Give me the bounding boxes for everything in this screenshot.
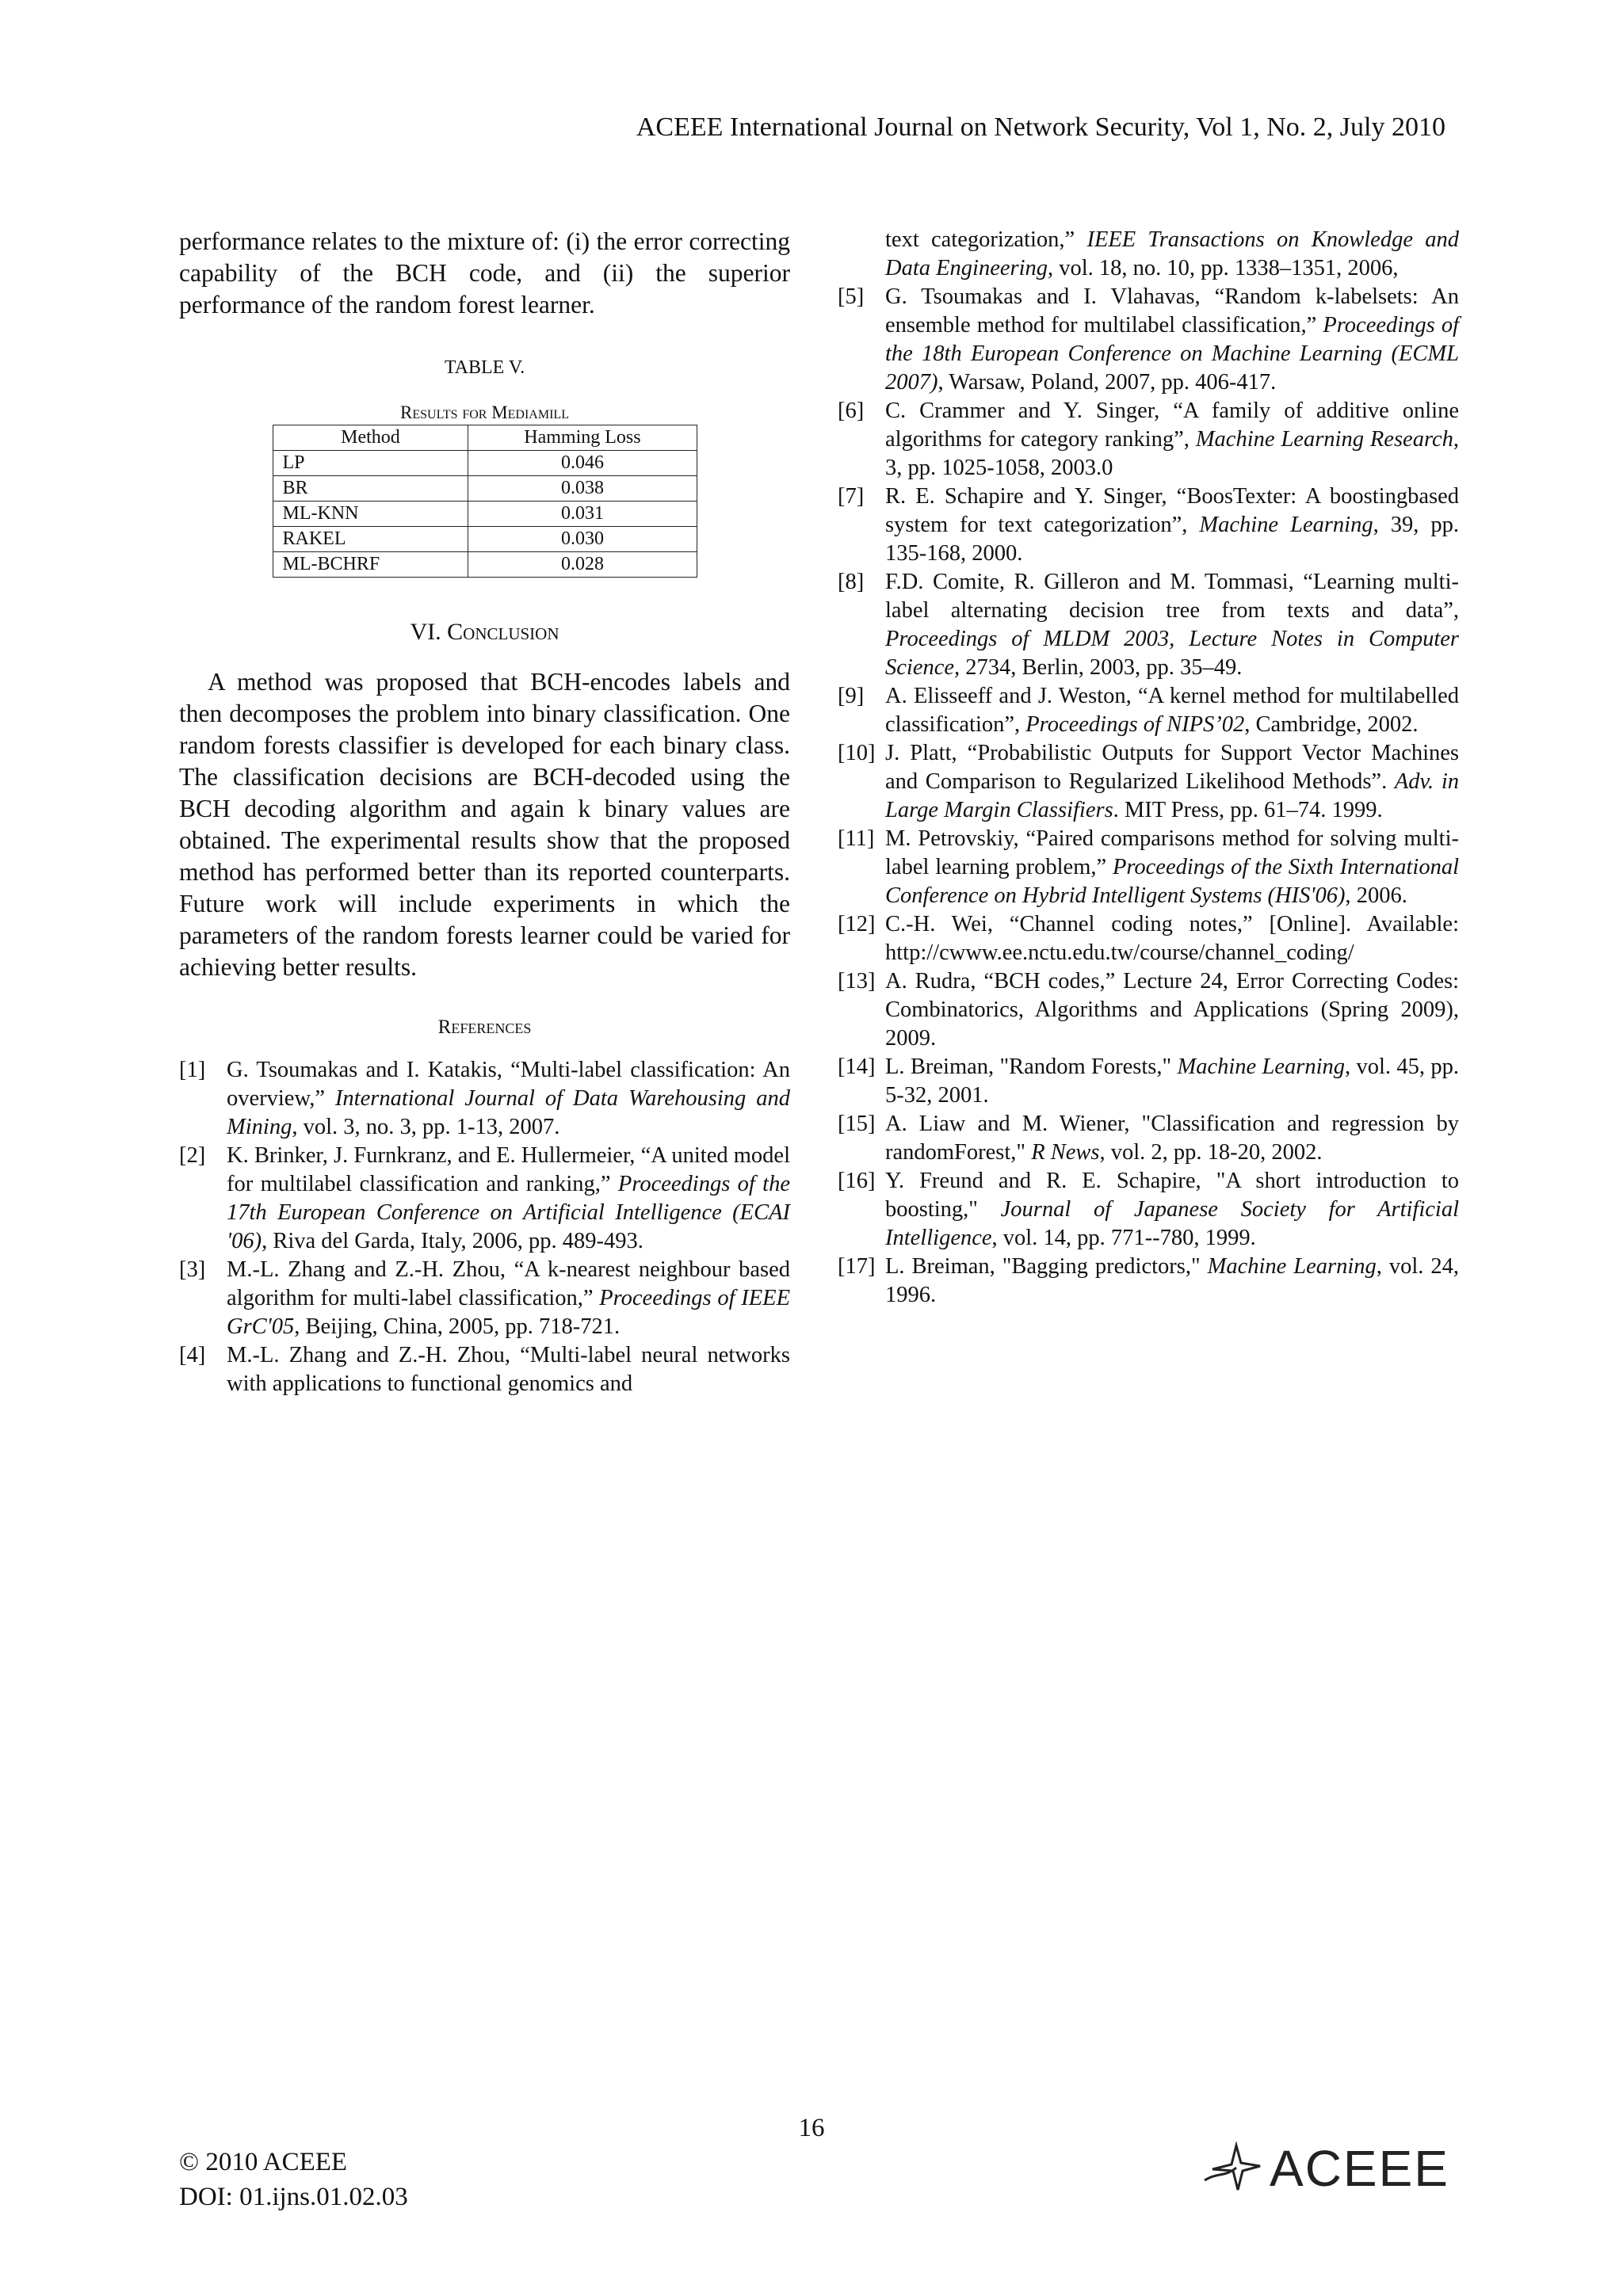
reference-number: [9]	[838, 684, 865, 708]
hamming-loss-cell: 0.030	[468, 527, 697, 552]
reference-item	[838, 283, 1459, 397]
reference-item	[838, 1167, 1459, 1253]
right-column	[838, 226, 1459, 1310]
section-title: Conclusion	[447, 619, 559, 645]
reference-number: [6]	[838, 399, 865, 423]
logo-text: ACEEE	[1270, 2140, 1449, 2197]
reference-number: [5]	[838, 284, 865, 309]
hamming-loss-cell: 0.046	[468, 451, 697, 476]
reference-number: [7]	[838, 484, 865, 509]
reference-text: C.-H. Wei, “Channel coding notes,” [Online]. Available: http://cwww.ee.nctu.edu.tw/course/channel_coding/	[885, 912, 1459, 965]
section-number: VI.	[410, 619, 441, 645]
reference-number: [10]	[838, 741, 876, 765]
hamming-loss-cell: 0.038	[468, 476, 697, 502]
reference-item	[838, 397, 1459, 482]
reference-item	[838, 568, 1459, 682]
reference-text: M.-L. Zhang and Z.-H. Zhou, “A k-nearest neighbour based algorithm for multi-label classification,” Proceedings of IEEE GrC'05, Beijing, China, 2005, pp. 718-721.	[227, 1257, 790, 1339]
reference-item	[838, 1053, 1459, 1110]
method-cell: ML-KNN	[273, 502, 468, 527]
reference-item	[838, 825, 1459, 910]
reference-text: G. Tsoumakas and I. Katakis, “Multi-label classification: An overview,” International Journal of Data Warehousing and Mining, vol. 3, no. 3, pp. 1-13, 2007.	[227, 1058, 790, 1139]
aceee-logo	[1201, 2139, 1449, 2198]
reference-number: [1]	[179, 1058, 206, 1082]
reference-item	[179, 1256, 790, 1341]
reference-item	[179, 1056, 790, 1142]
reference-number: [13]	[838, 969, 876, 994]
copyright: © 2010 ACEEE	[179, 2148, 348, 2176]
reference-number: [12]	[838, 912, 876, 936]
reference-text: A. Rudra, “BCH codes,” Lecture 24, Error Correcting Codes: Combinatorics, Algorithms and Applications (Spring 2009), 2009.	[885, 969, 1459, 1051]
reference-continued	[838, 226, 1459, 283]
references-list-left	[179, 1056, 790, 1398]
hamming-loss-cell: 0.031	[468, 502, 697, 527]
reference-text: M. Petrovskiy, “Paired comparisons method for solving multi-label learning problem,” Proceedings of the Sixth International Conference on Hybrid Intelligent Systems (HIS'06), 2006.	[885, 826, 1460, 908]
reference-number: [15]	[838, 1112, 876, 1136]
results-table	[273, 425, 697, 578]
running-head: ACEEE International Journal on Network Security, Vol 1, No. 2, July 2010	[636, 113, 1445, 142]
table-row	[273, 476, 697, 502]
reference-item	[838, 1110, 1459, 1167]
references-list-right	[838, 283, 1459, 1310]
doi: DOI: 01.ijns.01.02.03	[179, 2183, 408, 2211]
page-number: 16	[798, 2114, 825, 2142]
method-cell: LP	[273, 451, 468, 476]
reference-number: [8]	[838, 570, 865, 594]
reference-number: [16]	[838, 1169, 876, 1193]
column-header-method: Method	[273, 425, 468, 451]
star-swoosh-icon	[1201, 2141, 1270, 2197]
reference-item	[838, 967, 1459, 1053]
table-row	[273, 552, 697, 578]
table-caption: TABLE V.	[444, 357, 525, 378]
reference-item	[838, 482, 1459, 568]
table-row	[273, 502, 697, 527]
reference-text: A. Elisseeff and J. Weston, “A kernel method for multilabelled classification”, Proceedings of NIPS’02, Cambridge, 2002.	[885, 684, 1459, 737]
reference-number: [14]	[838, 1055, 876, 1079]
reference-number	[838, 226, 885, 283]
reference-text: K. Brinker, J. Furnkranz, and E. Hullermeier, “A united model for multilabel classification and ranking,” Proceedings of the 17th European Conference on Artificial Intelligence (ECAI '06), Riva del Garda, Italy, 2006, pp. 489-493.	[227, 1143, 790, 1253]
reference-item	[838, 739, 1459, 825]
reference-text: Y. Freund and R. E. Schapire, "A short introduction to boosting," Journal of Japanese Society for Artificial Intelligence, vol. 14, pp. 771--780, 1999.	[885, 1169, 1460, 1250]
reference-text: L. Breiman, "Bagging predictors," Machine Learning, vol. 24, 1996.	[885, 1254, 1460, 1307]
reference-text: R. E. Schapire and Y. Singer, “BoosTexter: A boostingbased system for text categorization”, Machine Learning, 39, pp. 135-168, 2000.	[885, 484, 1460, 566]
left-column	[179, 226, 790, 1398]
reference-text: M.-L. Zhang and Z.-H. Zhou, “Multi-label neural networks with applications to functional genomics and	[227, 1343, 790, 1396]
hamming-loss-cell: 0.028	[468, 552, 697, 578]
reference-item	[179, 1142, 790, 1256]
reference-text: L. Breiman, "Random Forests," Machine Learning, vol. 45, pp. 5-32, 2001.	[885, 1055, 1459, 1108]
table-title: Results for Mediamill	[400, 402, 569, 422]
method-cell: BR	[273, 476, 468, 502]
reference-item	[838, 1253, 1459, 1310]
reference-number: [11]	[838, 826, 875, 851]
conclusion-text: A method was proposed that BCH-encodes labels and then decomposes the problem into binary classification. One random forests classifier is developed for each binary class. The classification decisions are BCH-decoded using the BCH decoding algorithm and again k binary values are obtained. The experimental results show that the proposed method has performed better than its reported counterparts. Future work will include experiments in which the parameters of the random forests learner could be varied for achieving better results.	[179, 668, 790, 981]
column-header-hamming-loss: Hamming Loss	[468, 425, 697, 451]
reference-text: G. Tsoumakas and I. Vlahavas, “Random k-labelsets: An ensemble method for multilabel classification,” Proceedings of the 18th European Conference on Machine Learning (ECML 2007), Warsaw, Poland, 2007, pp. 406-417.	[885, 284, 1459, 395]
reference-number: [17]	[838, 1254, 876, 1279]
table-row	[273, 527, 697, 552]
reference-item	[838, 682, 1459, 739]
table-header-row	[273, 425, 697, 451]
intro-paragraph: performance relates to the mixture of: (i) the error correcting capability of the BCH code, and (ii) the superior performance of the random forest learner.	[179, 227, 790, 318]
reference-text: J. Platt, “Probabilistic Outputs for Support Vector Machines and Comparison to Regularized Likelihood Methods”. Adv. in Large Margin Classifiers. MIT Press, pp. 61–74. 1999.	[885, 741, 1459, 822]
reference-text: F.D. Comite, R. Gilleron and M. Tommasi, “Learning multi-label alternating decision tree from texts and data”, Proceedings of MLDM 2003, Lecture Notes in Computer Science, 2734, Berlin, 2003, pp. 35–49.	[885, 570, 1459, 680]
footer-info	[179, 2145, 408, 2214]
reference-number: [2]	[179, 1143, 206, 1168]
reference-text: C. Crammer and Y. Singer, “A family of additive online algorithms for category ranking”, Machine Learning Research, 3, pp. 1025-1058, 2003.0	[885, 399, 1460, 480]
method-cell: ML-BCHRF	[273, 552, 468, 578]
method-cell: RAKEL	[273, 527, 468, 552]
reference-item	[179, 1341, 790, 1398]
conclusion-heading	[179, 619, 790, 646]
reference-text: A. Liaw and M. Wiener, "Classification and regression by randomForest," R News, vol. 2, pp. 18-20, 2002.	[885, 1112, 1459, 1165]
reference-text: text categorization,” IEEE Transactions on Knowledge and Data Engineering, vol. 18, no. 10, pp. 1338–1351, 2006,	[885, 227, 1459, 280]
reference-number: [3]	[179, 1257, 206, 1282]
reference-item	[838, 910, 1459, 967]
reference-number: [4]	[179, 1343, 206, 1367]
references-heading: References	[437, 1016, 532, 1038]
table-row	[273, 451, 697, 476]
